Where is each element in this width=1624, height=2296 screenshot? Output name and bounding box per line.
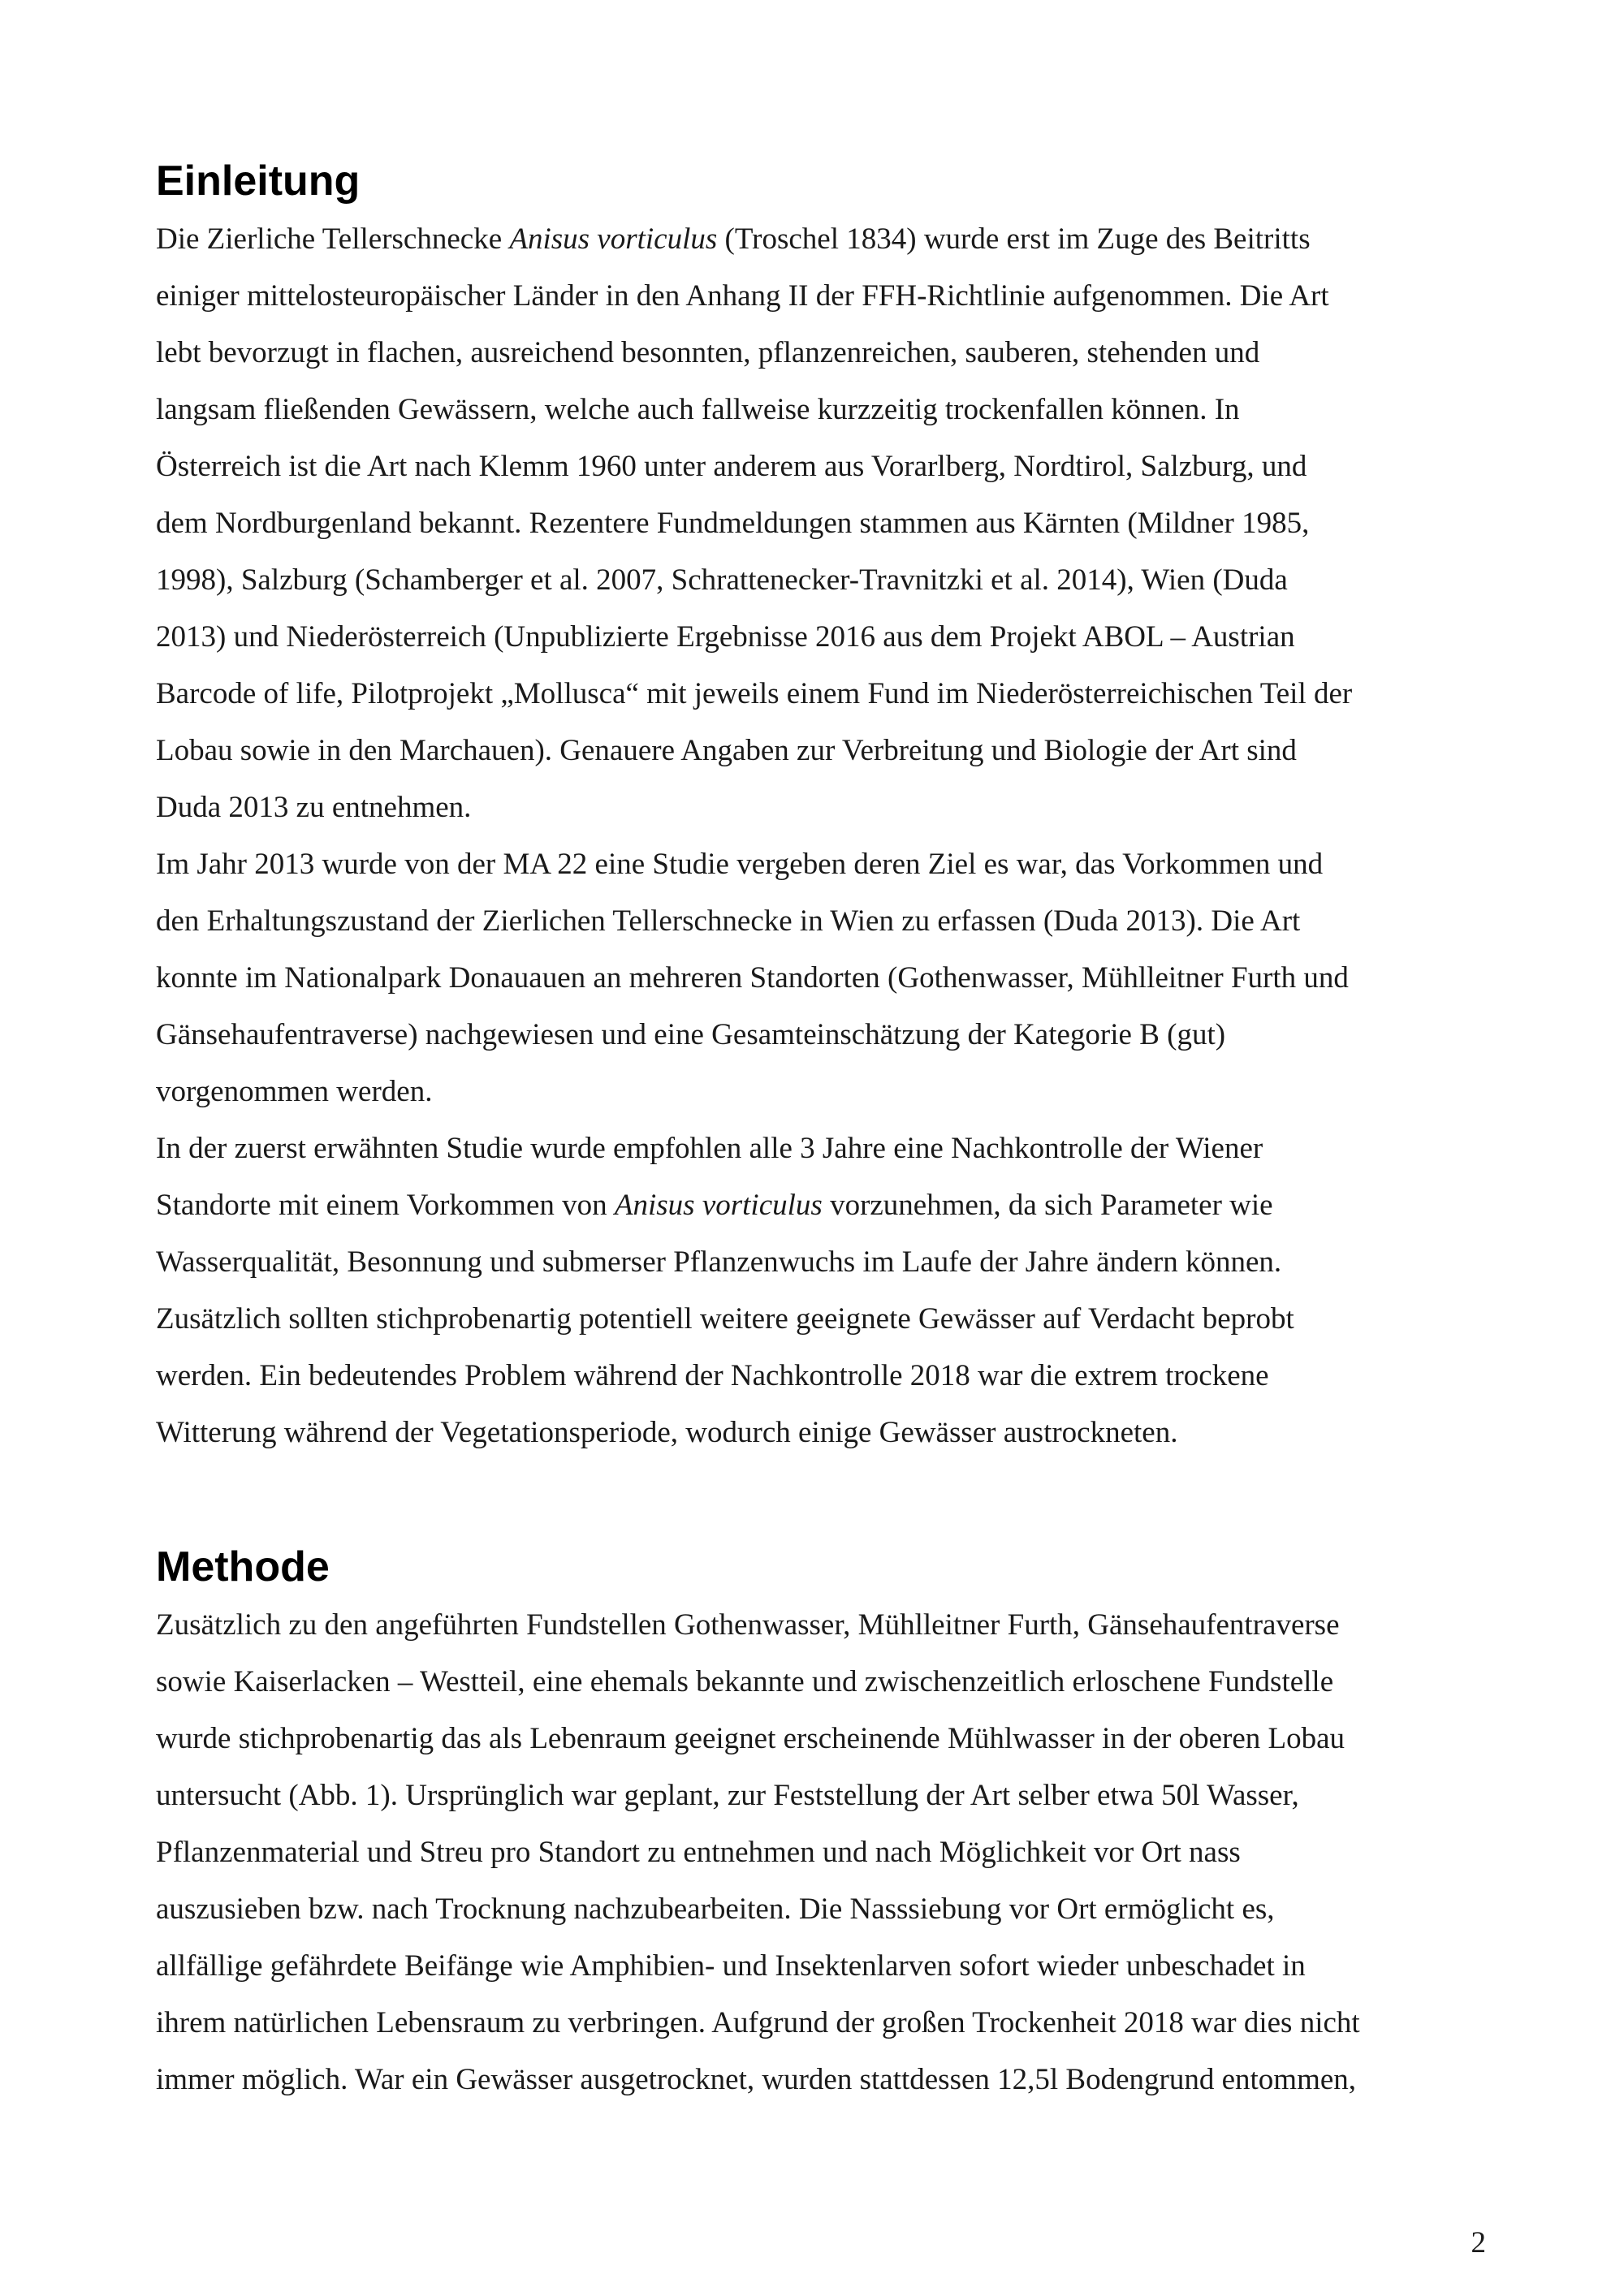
text-line [156,1007,1488,1064]
text-segment: wurde stichprobenartig das als Lebenraum geeignet erscheinende Mühlwasser in der oberen Lobau [156,1722,1345,1755]
text-segment: Barcode of life, Pilotprojekt „Mollusca“ mit jeweils einem Fund im Niederösterreichischen Teil der [156,677,1353,710]
text-line [156,1881,1488,1938]
text-segment: lebt bevorzugt in flachen, ausreichend besonnten, pflanzenreichen, sauberen, stehenden und [156,336,1260,369]
text-line [156,836,1488,893]
text-line [156,1405,1488,1461]
text-segment: einiger mittelosteuropäischer Länder in den Anhang II der FFH-Richtlinie aufgenommen. Die Art [156,279,1329,313]
text-line [156,1064,1488,1120]
text-segment: Im Jahr 2013 wurde von der MA 22 eine Studie vergeben deren Ziel es war, das Vorkommen und [156,848,1324,881]
text-segment: Duda 2013 zu entnehmen. [156,791,472,824]
text-segment: langsam fließenden Gewässern, welche auch fallweise kurzzeitig trockenfallen können. In [156,393,1240,426]
text-line [156,950,1488,1007]
text-segment: Lobau sowie in den Marchauen). Genauere Angaben zur Verbreitung und Biologie der Art sind [156,734,1297,767]
text-line [156,723,1488,779]
text-line [156,666,1488,723]
text-segment: Standorte mit einem Vorkommen von [156,1189,615,1222]
text-segment: In der zuerst erwähnten Studie wurde empfohlen alle 3 Jahre eine Nachkontrolle der Wiener [156,1132,1263,1165]
text-segment: auszusieben bzw. nach Trocknung nachzubearbeiten. Die Nasssiebung vor Ort ermöglicht es, [156,1892,1275,1926]
text-segment: konnte im Nationalpark Donauauen an mehreren Standorten (Gothenwasser, Mühlleitner Furth und [156,961,1349,995]
text-line [156,438,1488,495]
text-line [156,1824,1488,1881]
text-segment: vorgenommen werden. [156,1075,433,1108]
text-segment: vorzunehmen, da sich Parameter wie [822,1189,1273,1222]
text-segment: 1998), Salzburg (Schamberger et al. 2007, Schrattenecker-Travnitzki et al. 2014), Wien (Duda [156,563,1288,597]
text-line [156,1291,1488,1348]
introduction-heading: Einleitung [156,158,361,205]
text-line [156,495,1488,552]
text-segment: allfällige gefährdete Beifänge wie Amphibien- und Insektenlarven sofort wieder unbeschadet in [156,1949,1306,1983]
text-segment: Pflanzenmaterial und Streu pro Standort zu entnehmen und nach Möglichkeit vor Ort nass [156,1836,1241,1869]
method-section [156,1539,1488,2108]
text-segment: Wasserqualität, Besonnung und submerser Pflanzenwuchs im Laufe der Jahre ändern können. [156,1245,1282,1279]
text-segment: Österreich ist die Art nach Klemm 1960 unter anderem aus Vorarlberg, Nordtirol, Salzburg, und [156,450,1307,483]
text-segment: sowie Kaiserlacken – Westteil, eine ehemals bekannte und zwischenzeitlich erloschene Fundstelle [156,1665,1334,1698]
species-name: Anisus vorticulus [509,222,718,256]
text-line [156,1120,1488,1177]
method-body [156,1597,1488,2108]
text-segment: werden. Ein bedeutendes Problem während der Nachkontrolle 2018 war die extrem trockene [156,1359,1269,1392]
method-heading: Methode [156,1543,330,1590]
text-line [156,2052,1488,2108]
text-line [156,609,1488,666]
text-line [156,1767,1488,1824]
text-segment: (Troschel 1834) wurde erst im Zuge des Beitritts [717,222,1311,256]
text-line [156,552,1488,609]
text-segment: Zusätzlich zu den angeführten Fundstellen Gothenwasser, Mühlleitner Furth, Gänsehaufentraverse [156,1608,1340,1642]
text-segment: Zusätzlich sollten stichprobenartig potentiell weitere geeignete Gewässer auf Verdacht beprobt [156,1302,1294,1336]
text-segment: Die Zierliche Tellerschnecke [156,222,510,256]
text-segment: Gänsehaufentraverse) nachgewiesen und eine Gesamteinschätzung der Kategorie B (gut) [156,1018,1226,1051]
text-line [156,893,1488,950]
text-segment: den Erhaltungszustand der Zierlichen Tellerschnecke in Wien zu erfassen (Duda 2013). Die Art [156,904,1301,938]
text-line [156,1348,1488,1405]
text-line [156,1177,1488,1234]
text-line [156,325,1488,382]
text-line [156,1711,1488,1767]
text-line [156,1597,1488,1654]
text-segment: immer möglich. War ein Gewässer ausgetrocknet, wurden stattdessen 12,5l Bodengrund entommen, [156,2063,1357,2096]
introduction-section [156,153,1488,1461]
text-segment: ihrem natürlichen Lebensraum zu verbringen. Aufgrund der großen Trockenheit 2018 war dies nicht [156,2006,1360,2039]
species-name: Anisus vorticulus [614,1189,823,1222]
text-line [156,1995,1488,2052]
text-line [156,268,1488,325]
text-line [156,779,1488,836]
text-segment: dem Nordburgenland bekannt. Rezentere Fundmeldungen stammen aus Kärnten (Mildner 1985, [156,507,1310,540]
introduction-body [156,211,1488,1461]
text-line [156,211,1488,268]
text-line [156,382,1488,438]
text-segment: 2013) und Niederösterreich (Unpublizierte Ergebnisse 2016 aus dem Projekt ABOL – Austrian [156,620,1295,654]
text-segment: untersucht (Abb. 1). Ursprünglich war geplant, zur Feststellung der Art selber etwa 50l Wasser, [156,1779,1299,1812]
text-segment: Witterung während der Vegetationsperiode, wodurch einige Gewässer austrockneten. [156,1416,1178,1449]
text-line [156,1654,1488,1711]
text-line [156,1234,1488,1291]
text-line [156,1938,1488,1995]
page-number: 2 [1471,2226,1486,2259]
